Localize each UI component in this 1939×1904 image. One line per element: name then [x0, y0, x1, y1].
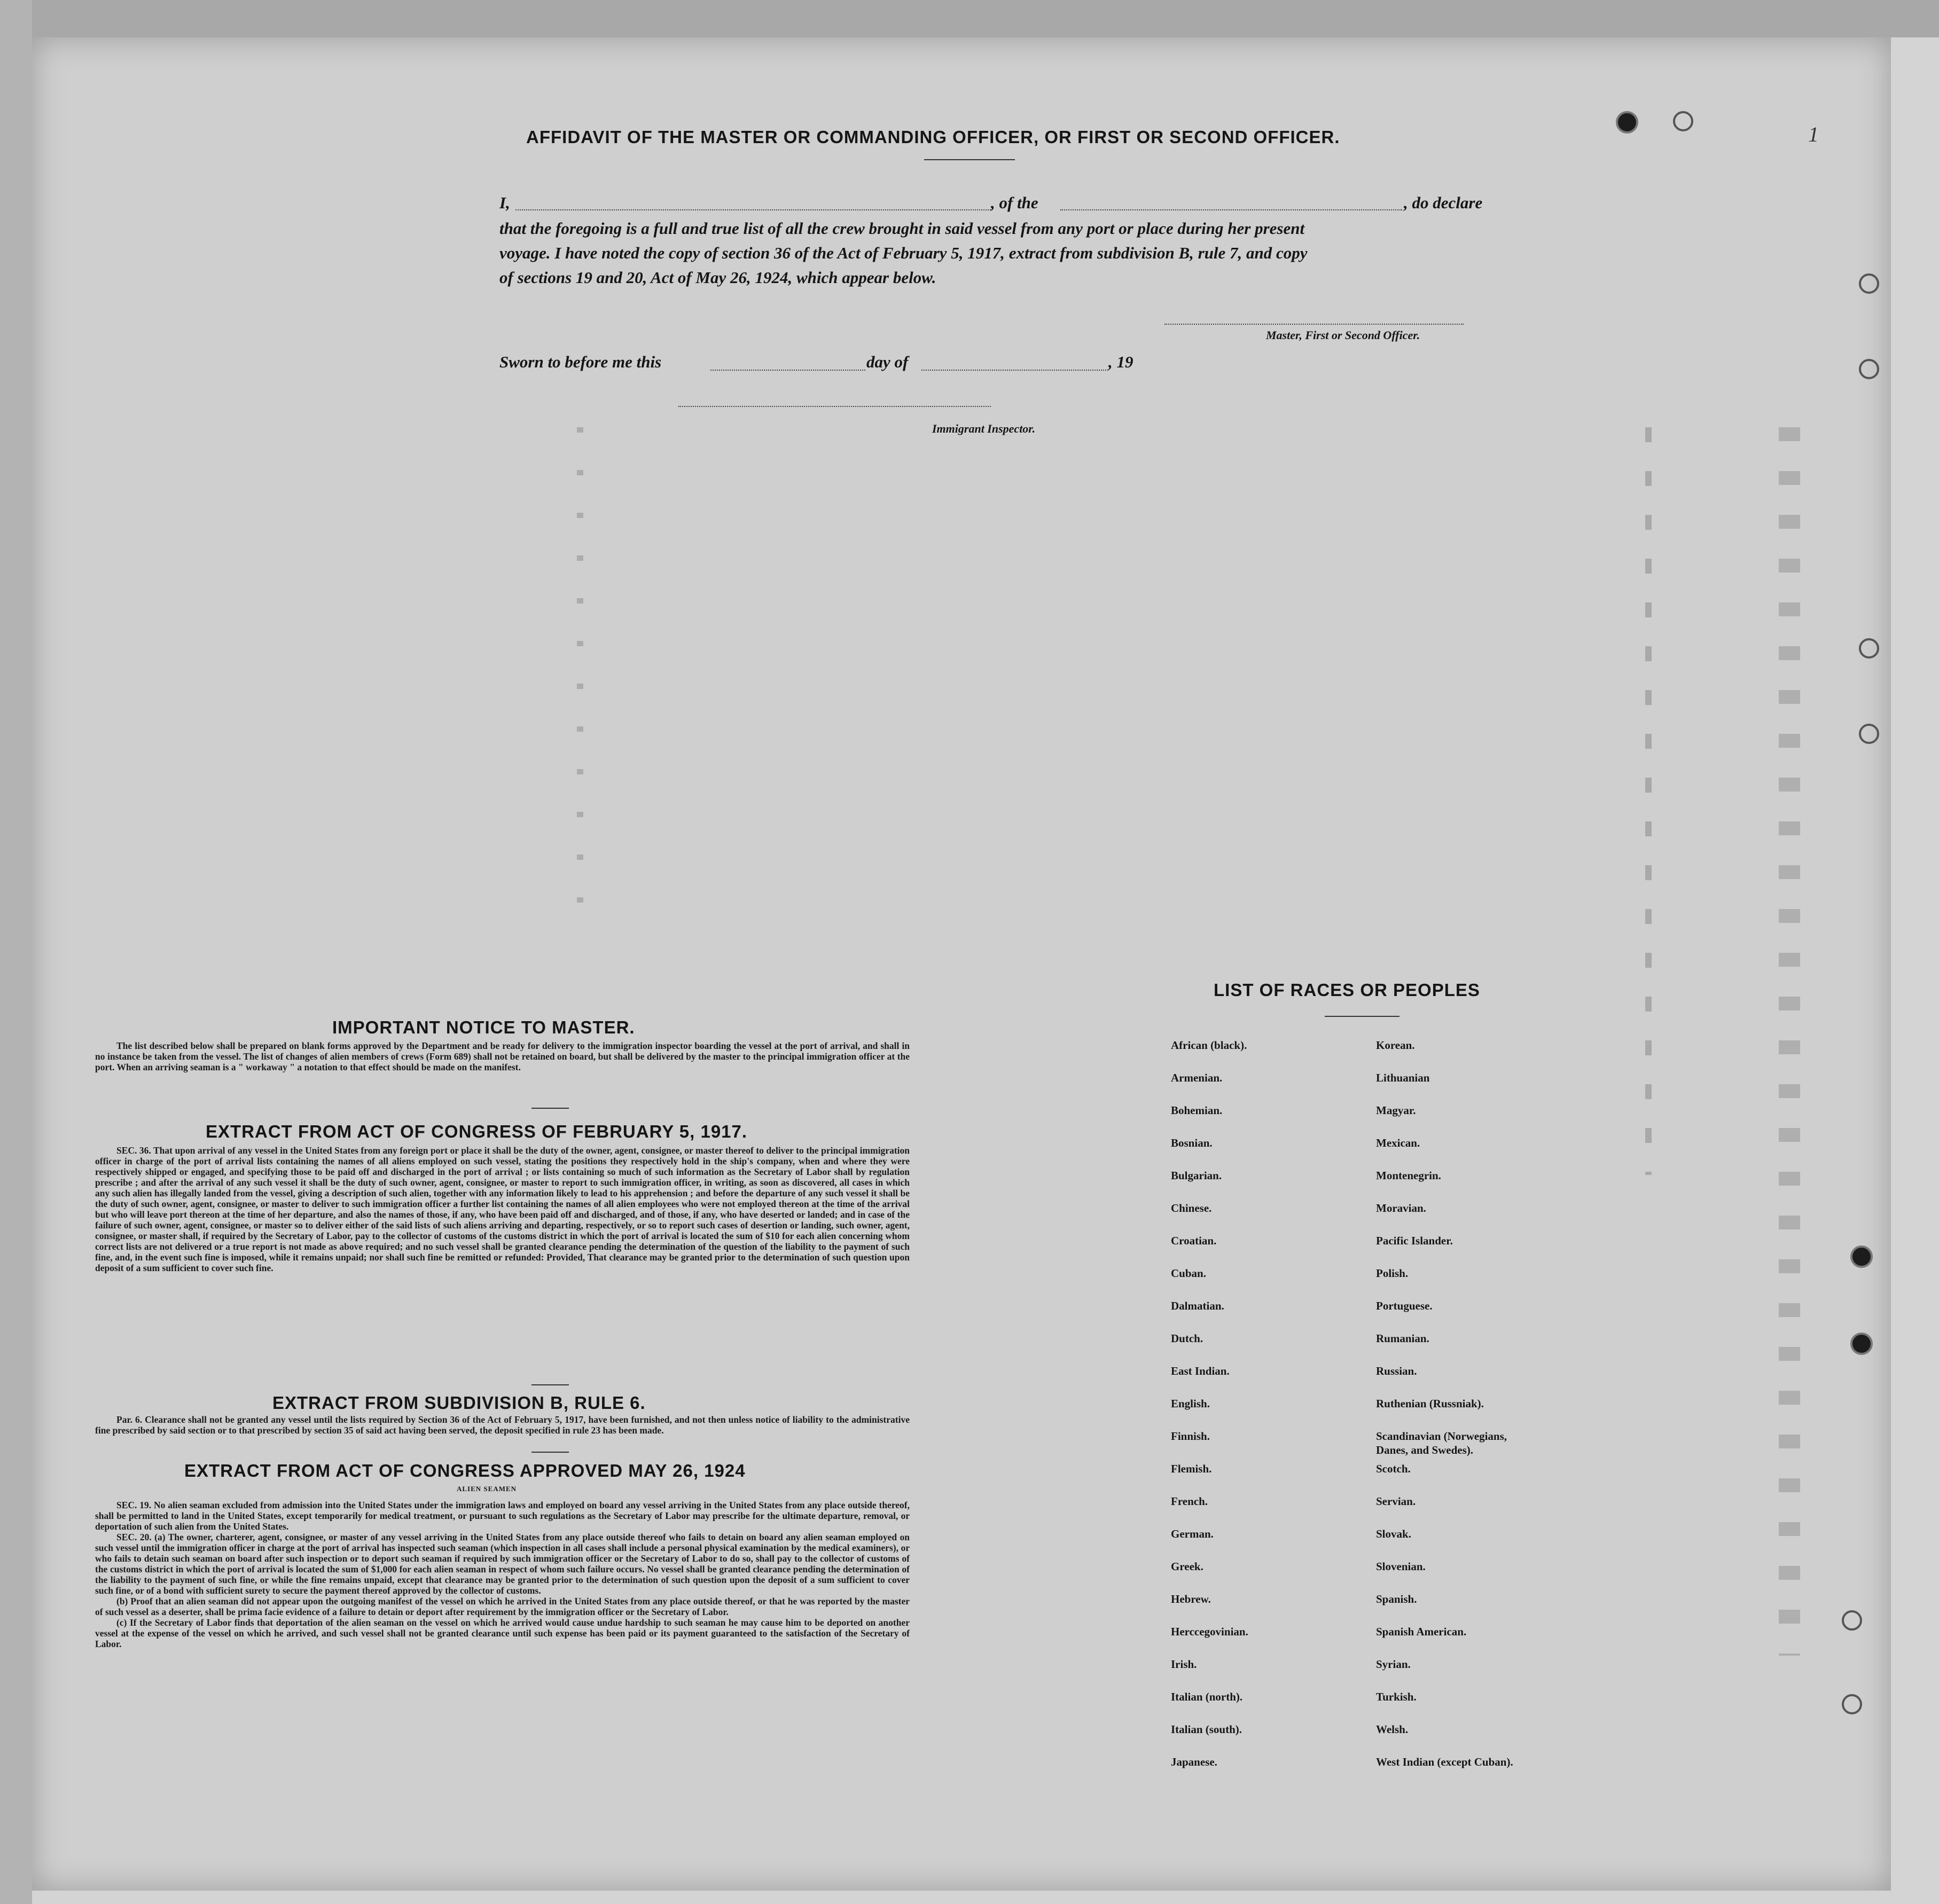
race-item: Croatian.	[1171, 1234, 1217, 1247]
race-item: Mexican.	[1376, 1137, 1420, 1149]
race-item: Cuban.	[1171, 1267, 1206, 1280]
extract-1924-title: EXTRACT FROM ACT OF CONGRESS APPROVED MAY 26, 1924	[184, 1461, 746, 1480]
race-item: Lithuanian	[1376, 1071, 1430, 1084]
race-item: Chinese.	[1171, 1202, 1212, 1215]
binder-ring-icon	[1859, 359, 1879, 379]
inspector-signature-blank[interactable]	[678, 406, 991, 407]
race-item: Armenian.	[1171, 1071, 1223, 1084]
binder-ring-icon	[1859, 273, 1879, 294]
binder-ring-icon	[1842, 1610, 1862, 1631]
extract-1924-subtitle: ALIEN SEAMEN	[457, 1485, 517, 1493]
race-item: Pacific Islander.	[1376, 1234, 1453, 1247]
race-item: Polish.	[1376, 1267, 1409, 1280]
sworn-day-blank[interactable]	[710, 370, 865, 371]
extract-rule6-text: Par. 6. Clearance shall not be granted any vessel until the lists required by Section 36 of the Act of February 5, 1917, have been furnished, and not then unless notice of liability to the administrative fine prescribed by said section or to that prescribed by section 35 of said act having been served, the deposit specified in rule 23 has been made.	[95, 1414, 910, 1436]
race-item: Italian (north).	[1171, 1690, 1243, 1703]
race-item: Dutch.	[1171, 1332, 1203, 1345]
race-item: Magyar.	[1376, 1104, 1416, 1117]
affidavit-paragraph-line: that the foregoing is a full and true list of all the crew brought in said vessel from any port or place during her present	[499, 219, 1305, 238]
race-item: Dalmatian.	[1171, 1299, 1224, 1312]
race-item: East Indian.	[1171, 1365, 1230, 1377]
race-item: Italian (south).	[1171, 1723, 1242, 1736]
punch-hole-icon	[1850, 1333, 1873, 1355]
race-item: African (black).	[1171, 1039, 1247, 1052]
declare-i: I,	[499, 193, 510, 212]
bleed-through-marks	[577, 427, 583, 908]
sworn-prefix: Sworn to before me this	[499, 352, 662, 371]
signature-label: Master, First or Second Officer.	[1266, 328, 1420, 342]
race-item: Flemish.	[1171, 1462, 1212, 1475]
race-item: Bulgarian.	[1171, 1169, 1222, 1182]
race-item: Slovak.	[1376, 1527, 1411, 1540]
sworn-year: , 19	[1108, 352, 1133, 371]
page-number-mark: 1	[1808, 122, 1819, 146]
extract-1917-text: SEC. 36. That upon arrival of any vessel in the United States from any foreign port or place it shall be the duty of the owner, agent, consignee, or master thereof to deliver to the principal immigration officer in charge of the port of arrival lists containing the names of all aliens employed on such vessel, stating the positions they respectively hold in the ship's company, when and where they were respectively shipped or engaged, and specifying those to be paid off and discharged in the port of arrival ; or lists containing so much of such information as the Secretary of Labor shall by regulation prescribe ; and after the arrival of any such vessel it shall be the duty of such owner, agent, consignee, or master to report to such immigration officer, in writing, as soon as discovered, all cases in which any such alien has illegally landed from the vessel, giving a description of such alien, together with any information likely to lead to his apprehension ; and before the departure of any such vessel it shall be the duty of such owner, agent, consignee, or master to deliver to such immigration officer a further list containing the names of all alien employees who were not employed thereon at the time of the arrival but who will leave port thereon at the time of her departure, and also the names of those, if any, who have been paid off and discharged, and of those, if any, who have deserted or landed; and in case of the failure of such owner, agent, consignee, or master so to deliver either of the said lists of such aliens arriving and departing, respectively, or so to report such cases of desertion or landing, such owner, agent, consignee, or master shall, if required by the Secretary of Labor, pay to the collector of customs of the customs district in which the port of arrival is located the sum of $10 for each alien concerning whom correct lists are not delivered or a true report is not made as above required; and no such vessel shall be granted clearance pending the determination of the question of the liability to the payment of such fine, and, in the event such fine is imposed, while it remains unpaid; nor shall such fine be remitted or refunded: Provided, That clearance may be granted prior to the determination of such question upon deposit of a sum sufficient to cover such fine.	[95, 1145, 910, 1273]
binder-ring-icon	[1859, 638, 1879, 659]
sec-20b-text: (b) Proof that an alien seaman did not appear upon the outgoing manifest of the vessel on which he arrived in the United States from any place outside thereof, or that he was reported by the master of such vessel as a deserter, shall be prima facie evidence of a failure to detain or deport after requirement by the immigration officer or the Secretary of Labor.	[95, 1596, 910, 1617]
races-title-underline	[1325, 1016, 1399, 1017]
inspector-label: Immigrant Inspector.	[932, 422, 1036, 435]
extract-rule6-title: EXTRACT FROM SUBDIVISION B, RULE 6.	[272, 1393, 646, 1413]
sworn-day-of: day of	[866, 352, 909, 371]
declare-of-the: , of the	[991, 193, 1038, 212]
race-item: Danes, and Swedes).	[1376, 1444, 1474, 1456]
punch-hole-icon	[1616, 111, 1638, 134]
race-item: Spanish American.	[1376, 1625, 1467, 1638]
race-item: Irish.	[1171, 1658, 1197, 1671]
sec-19-text: SEC. 19. No alien seaman excluded from admission into the United States under the immigration laws and employed on board any vessel arriving in the United States from any place outside thereof, shall be permitted to land in the United States, except temporarily for medical treatment, or pursuant to such regulations as the Secretary of Labor may prescribe for the ultimate departure, removal, or deportation of such alien from the United States.	[95, 1500, 910, 1532]
name-blank[interactable]	[515, 209, 991, 210]
bleed-through-marks	[1779, 427, 1800, 1656]
race-item: Russian.	[1376, 1365, 1417, 1377]
affidavit-paragraph-line: voyage. I have noted the copy of section 36 of the Act of February 5, 1917, extract from subdivision B, rule 7, and copy	[499, 244, 1308, 262]
race-item: Ruthenian (Russniak).	[1376, 1397, 1484, 1410]
scan-top-edge	[0, 0, 1939, 37]
race-item: German.	[1171, 1527, 1214, 1540]
race-item: Spanish.	[1376, 1593, 1417, 1605]
race-item: Japanese.	[1171, 1756, 1217, 1768]
race-item: Greek.	[1171, 1560, 1203, 1573]
race-item: Montenegrin.	[1376, 1169, 1441, 1182]
notice-text: The list described below shall be prepared on blank forms approved by the Department and be ready for delivery to the immigration inspector boarding the vessel at the port of arrival, and shall in no instance be taken from the vessel. The list of changes of alien members of crews (Form 689) shall not be retained on board, but shall be delivered by the master to the principal immigration officer at the port. When an arriving seaman is a " workaway " a notation to that effect should be made on the manifest.	[95, 1040, 910, 1072]
affidavit-title: AFFIDAVIT OF THE MASTER OR COMMANDING OFFICER, OR FIRST OR SECOND OFFICER.	[526, 127, 1340, 147]
race-item: Servian.	[1376, 1495, 1416, 1508]
race-item: Scandinavian (Norwegians,	[1376, 1430, 1507, 1443]
affidavit-paragraph-line: of sections 19 and 20, Act of May 26, 1924, which appear below.	[499, 268, 936, 287]
bleed-through-marks	[1645, 427, 1652, 1175]
races-title: LIST OF RACES OR PEOPLES	[1214, 980, 1480, 1000]
sec-20c-text: (c) If the Secretary of Labor finds that deportation of the alien seaman on the vessel on which he arrived would cause undue hardship to such seaman he may cause him to be deported on another vessel at the expense of the vessel on which he arrived, and such vessel shall not be granted clearance until such expense has been paid or its payment guaranteed to the satisfaction of the Secretary of Labor.	[95, 1617, 910, 1649]
race-item: Bohemian.	[1171, 1104, 1223, 1117]
race-item: Turkish.	[1376, 1690, 1417, 1703]
signature-blank[interactable]	[1164, 324, 1464, 325]
race-item: Syrian.	[1376, 1658, 1411, 1671]
binder-ring-icon	[1673, 111, 1693, 131]
race-item: Bosnian.	[1171, 1137, 1213, 1149]
race-item: Hebrew.	[1171, 1593, 1211, 1605]
declare-do-declare: , do declare	[1404, 193, 1483, 212]
sec-20a-text: SEC. 20. (a) The owner, charterer, agent, consignee, or master of any vessel arriving in the United States from any place outside thereof who fails to detain on board any alien seaman employed on such vessel until the immigration officer in charge at the port of arrival has inspected such seaman (which inspection in all cases shall include a personal physical examination by the medical examiners), or who fails to detain such seaman on board after such inspection or to deport such seaman if required by such immigration officer or the Secretary of Labor to do so, shall pay to the collector of customs of the customs district in which the port of arrival is located the sum of $1,000 for each alien seaman in respect of whom such failure occurs. No vessel shall be granted clearance pending the determination of the liability to the payment of such fine, or while the fine remains unpaid, except that clearance may be granted prior to the determination of such question upon the deposit of a sum sufficient to cover such fine, or of a bond with sufficient surety to secure the payment thereof approved by the collector of customs.	[95, 1532, 910, 1596]
race-item: Moravian.	[1376, 1202, 1426, 1215]
race-item: English.	[1171, 1397, 1210, 1410]
extract-1924-text	[95, 1500, 910, 1649]
race-item: Korean.	[1376, 1039, 1415, 1052]
punch-hole-icon	[1850, 1245, 1873, 1268]
race-item: Herccegovinian.	[1171, 1625, 1248, 1638]
section-divider	[531, 1384, 569, 1385]
section-divider	[531, 1452, 569, 1453]
race-item: French.	[1171, 1495, 1208, 1508]
race-item: Scotch.	[1376, 1462, 1411, 1475]
section-divider	[531, 1108, 569, 1109]
binder-ring-icon	[1842, 1694, 1862, 1714]
race-item: West Indian (except Cuban).	[1376, 1756, 1513, 1768]
notice-title: IMPORTANT NOTICE TO MASTER.	[332, 1017, 635, 1037]
race-item: Portuguese.	[1376, 1299, 1433, 1312]
sworn-month-blank[interactable]	[921, 370, 1108, 371]
extract-1917-title: EXTRACT FROM ACT OF CONGRESS OF FEBRUARY 5, 1917.	[206, 1122, 748, 1141]
binder-ring-icon	[1859, 724, 1879, 744]
race-item: Slovenian.	[1376, 1560, 1426, 1573]
race-item: Welsh.	[1376, 1723, 1409, 1736]
race-item: Finnish.	[1171, 1430, 1210, 1443]
title-underline	[924, 159, 1015, 160]
race-item: Rumanian.	[1376, 1332, 1429, 1345]
scan-left-edge	[0, 0, 32, 1904]
vessel-blank[interactable]	[1060, 209, 1402, 210]
